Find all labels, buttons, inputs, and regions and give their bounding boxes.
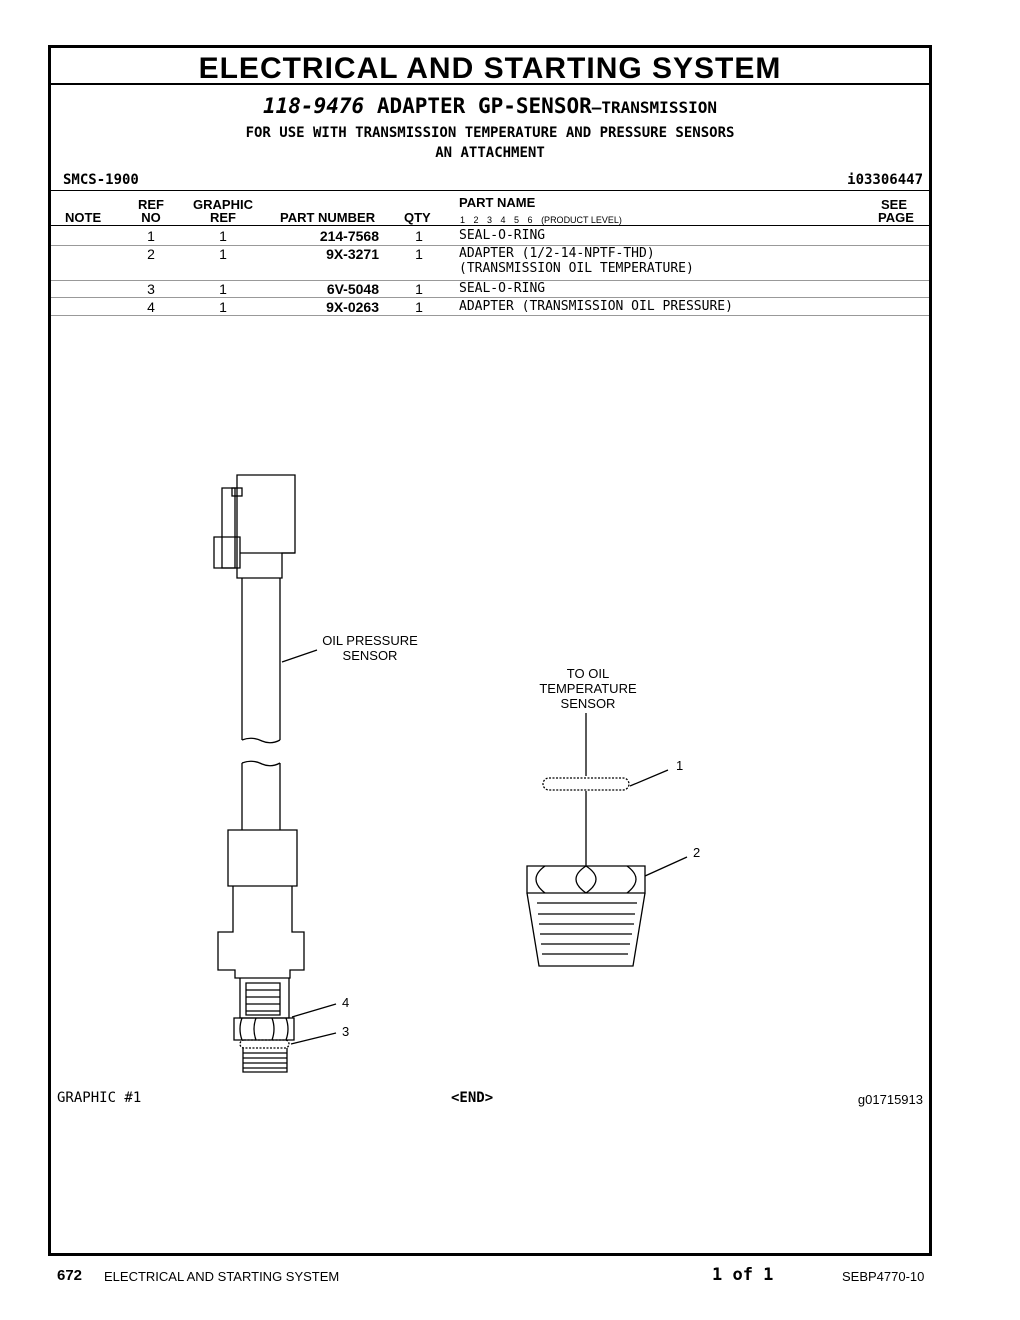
part-name: ADAPTER (TRANSMISSION OIL PRESSURE) <box>459 299 733 314</box>
col-graphic-bottom: REF <box>210 210 236 225</box>
graphic-ref: 1 <box>219 228 227 244</box>
col-note: NOTE <box>65 210 102 225</box>
callout-4: 4 <box>342 995 350 1010</box>
product-level-label: (PRODUCT LEVEL) <box>541 215 622 225</box>
temperature-adapter-drawing <box>527 713 687 966</box>
col-see-bottom: PAGE <box>878 210 914 225</box>
col-see-top: SEE <box>881 197 908 212</box>
footer-doc-number: SEBP4770-10 <box>842 1269 925 1284</box>
document-id: i03306447 <box>847 172 923 188</box>
part-name: SEAL-O-RING <box>459 228 546 243</box>
callout-3: 3 <box>342 1024 350 1039</box>
part-name-continued: (TRANSMISSION OIL TEMPERATURE) <box>459 261 694 276</box>
footer-page-of: 1 of 1 <box>712 1265 774 1285</box>
col-part-name: PART NAME <box>459 195 536 210</box>
oil-pressure-label-line2: SENSOR <box>342 648 398 663</box>
part-name: SEAL-O-RING <box>459 281 546 296</box>
qty: 1 <box>415 228 423 244</box>
part-name: ADAPTER (1/2-14-NPTF-THD) <box>459 246 655 261</box>
ref-no: 1 <box>147 228 155 244</box>
col-part-number: PART NUMBER <box>280 210 376 225</box>
ref-no: 2 <box>147 246 155 262</box>
graphic-ref: 1 <box>219 299 227 315</box>
qty: 1 <box>415 281 423 297</box>
footer-section: ELECTRICAL AND STARTING SYSTEM <box>104 1269 340 1284</box>
temp-sensor-label-line2: TEMPERATURE <box>539 681 637 696</box>
graphic-label: GRAPHIC #1 <box>57 1090 142 1106</box>
attachment-note: AN ATTACHMENT <box>435 145 545 161</box>
col-ref-top: REF <box>138 197 164 212</box>
level-numbers: 1 2 3 4 5 6 <box>460 215 533 225</box>
temp-sensor-label-line3: SENSOR <box>560 696 616 711</box>
for-use-note: FOR USE WITH TRANSMISSION TEMPERATURE AND PRESSURE SENSORS <box>245 125 735 141</box>
qty: 1 <box>415 299 423 315</box>
assembly-subtitle: —TRANSMISSION <box>591 98 717 117</box>
qty: 1 <box>415 246 423 262</box>
temp-sensor-label-line1: TO OIL <box>566 666 610 681</box>
graphic-ref: 1 <box>219 246 227 262</box>
assembly-number: 118-9476 <box>263 94 365 118</box>
part-number: 9X-0263 <box>326 299 379 315</box>
part-number: 6V-5048 <box>326 281 379 297</box>
part-number: 9X-3271 <box>326 246 379 262</box>
assembly-name: ADAPTER GP-SENSOR <box>376 94 592 118</box>
col-graphic-top: GRAPHIC <box>193 197 253 212</box>
callout-2: 2 <box>693 845 701 860</box>
part-number: 214-7568 <box>319 228 379 244</box>
ref-no: 4 <box>147 299 155 315</box>
graphic-number: g01715913 <box>857 1092 923 1107</box>
pressure-sensor-drawing <box>214 475 336 1072</box>
graphic-ref: 1 <box>219 281 227 297</box>
smcs-code: SMCS-1900 <box>63 172 139 188</box>
col-ref-bottom: NO <box>141 210 161 225</box>
oil-pressure-label-line1: OIL PRESSURE <box>322 633 418 648</box>
ref-no: 3 <box>147 281 155 297</box>
page-title: ELECTRICAL AND STARTING SYSTEM <box>198 52 782 85</box>
footer-page-number: 672 <box>57 1267 83 1284</box>
col-qty: QTY <box>404 210 431 225</box>
end-marker: <END> <box>451 1090 494 1106</box>
callout-1: 1 <box>676 758 684 773</box>
